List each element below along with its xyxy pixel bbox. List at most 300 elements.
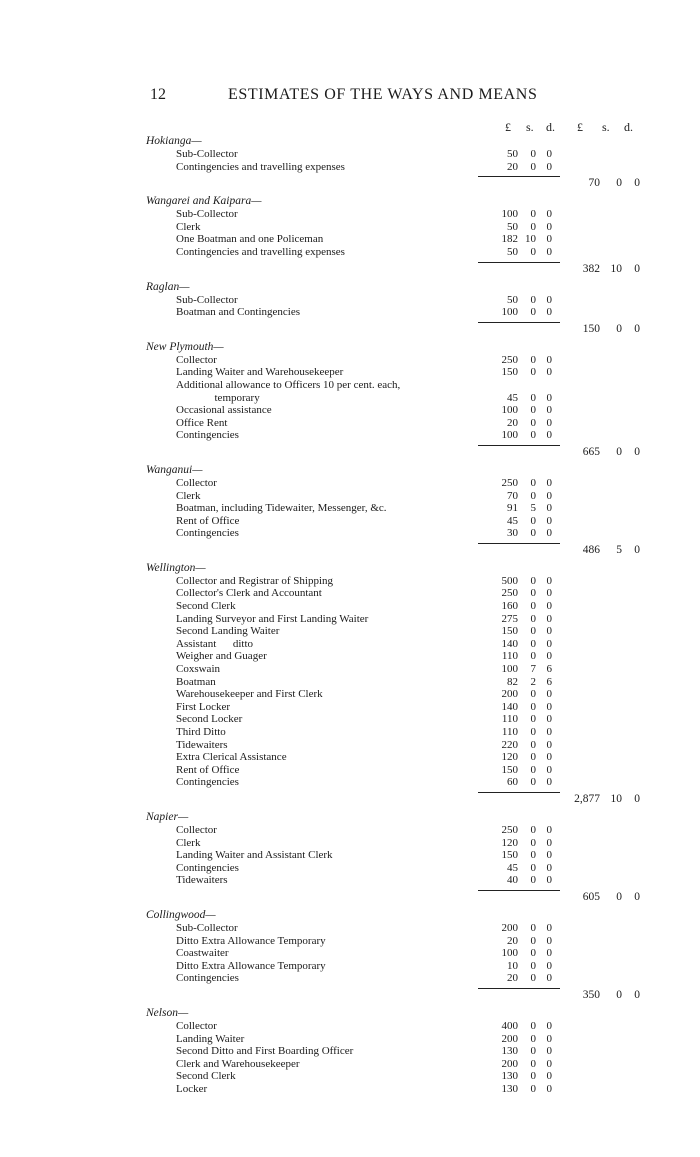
page-header [150, 86, 570, 106]
item-label: Clerk [176, 836, 201, 849]
total-pounds: 2,877 [574, 792, 600, 805]
line-item [0, 477, 700, 490]
amount-shillings: 0 [530, 861, 536, 874]
amount-pence: 0 [546, 233, 552, 246]
estimate-section [0, 195, 700, 274]
amount-pounds: 220 [501, 738, 518, 751]
line-item [0, 824, 700, 837]
amount-shillings: 0 [530, 650, 536, 663]
line-item [0, 208, 700, 221]
total-shillings: 0 [616, 890, 622, 903]
amount-shillings: 0 [530, 688, 536, 701]
item-label: Extra Clerical Assistance [176, 751, 287, 764]
amount-shillings: 0 [530, 1019, 536, 1032]
subtotal-rule [0, 259, 700, 275]
item-label: Additional allowance to Officers 10 per cent. each, [176, 378, 401, 391]
amount-shillings: 0 [530, 1032, 536, 1045]
amount-shillings: 0 [530, 700, 536, 713]
amount-shillings: 0 [530, 220, 536, 233]
amount-pounds: 250 [501, 587, 518, 600]
amount-pounds: 82 [507, 675, 518, 688]
amount-pence: 0 [546, 776, 552, 789]
amount-shillings: 0 [530, 1045, 536, 1058]
amount-shillings: 0 [530, 600, 536, 613]
item-label: Boatman, including Tidewaiter, Messenger, &c. [176, 502, 387, 515]
amount-shillings: 0 [530, 823, 536, 836]
subtotal-rule [0, 540, 700, 556]
col-head-total-pence: d. [624, 120, 633, 134]
line-item [0, 429, 700, 442]
line-item [0, 148, 700, 161]
amount-pence: 0 [546, 738, 552, 751]
amount-shillings: 0 [530, 763, 536, 776]
line-item [0, 221, 700, 234]
subtotal-rule [0, 985, 700, 1001]
item-label: Tidewaiters [176, 738, 228, 751]
amount-pounds: 250 [501, 823, 518, 836]
amount-shillings: 0 [530, 489, 536, 502]
amount-pounds: 200 [501, 1057, 518, 1070]
line-item [0, 701, 700, 714]
amount-pounds: 100 [501, 663, 518, 676]
estimate-section [0, 464, 700, 556]
amount-pounds: 45 [507, 391, 518, 404]
item-label: Coastwaiter [176, 947, 229, 960]
amount-pence: 0 [546, 574, 552, 587]
amount-shillings: 0 [530, 527, 536, 540]
col-head-pence: d. [546, 120, 555, 134]
amount-shillings: 0 [530, 208, 536, 221]
line-item [0, 947, 700, 960]
item-label: Collector and Registrar of Shipping [176, 574, 334, 587]
line-item [0, 294, 700, 307]
item-label: Sub-Collector [176, 921, 238, 934]
amount-pence: 0 [546, 306, 552, 319]
amount-shillings: 0 [530, 160, 536, 173]
total-shillings: 0 [616, 445, 622, 458]
line-item [0, 515, 700, 528]
amount-pounds: 20 [507, 416, 518, 429]
amount-pence: 0 [546, 637, 552, 650]
amount-pounds: 150 [501, 366, 518, 379]
amount-pence: 0 [546, 726, 552, 738]
amount-pounds: 400 [501, 1019, 518, 1032]
line-item [0, 713, 700, 726]
item-label: Rent of Office [176, 514, 240, 527]
item-label: Collector [176, 823, 217, 836]
amount-shillings: 7 [530, 663, 536, 676]
amount-shillings: 0 [530, 637, 536, 650]
line-item [0, 935, 700, 948]
total-pounds: 350 [582, 988, 600, 1001]
amount-pence: 0 [546, 391, 552, 404]
total-pence: 0 [634, 890, 640, 903]
item-label: Landing Waiter [176, 1032, 245, 1045]
total-pounds: 665 [582, 445, 600, 458]
total-pence: 0 [634, 322, 640, 335]
line-item [0, 246, 700, 259]
amount-shillings: 0 [530, 1082, 536, 1095]
line-item [0, 1020, 700, 1033]
total-pounds: 70 [588, 177, 600, 190]
amount-pounds: 160 [501, 600, 518, 613]
amount-pence: 0 [546, 429, 552, 442]
amount-pounds: 110 [501, 726, 518, 738]
col-head-pounds: £ [505, 120, 511, 134]
item-label: Second Landing Waiter [176, 625, 280, 638]
amount-pence: 0 [546, 527, 552, 540]
total-pence: 0 [634, 177, 640, 190]
amount-shillings: 0 [530, 148, 536, 160]
amount-pounds: 60 [507, 776, 518, 789]
amount-pounds: 275 [501, 612, 518, 625]
amount-pence: 0 [546, 1019, 552, 1032]
subtotal-rule [0, 442, 700, 458]
amount-pounds: 120 [501, 751, 518, 764]
line-item [0, 663, 700, 676]
total-shillings: 5 [616, 543, 622, 556]
amount-pounds: 150 [501, 849, 518, 862]
amount-shillings: 2 [530, 675, 536, 688]
line-item [0, 764, 700, 777]
amount-pounds: 50 [507, 148, 518, 160]
amount-pence: 0 [546, 587, 552, 600]
item-label: Contingencies [176, 527, 239, 540]
item-label: Sub-Collector [176, 208, 238, 221]
section-title: Napier— [146, 810, 189, 823]
amount-pence: 0 [546, 823, 552, 836]
amount-pounds: 140 [501, 637, 518, 650]
item-label: Contingencies [176, 776, 239, 789]
amount-pence: 0 [546, 959, 552, 972]
total-shillings: 0 [616, 988, 622, 1001]
amount-pence: 0 [546, 353, 552, 366]
amount-pounds: 130 [501, 1082, 518, 1095]
amount-pounds: 20 [507, 972, 518, 985]
amount-shillings: 0 [530, 874, 536, 887]
item-label: One Boatman and one Policeman [176, 233, 324, 246]
total-shillings: 0 [616, 177, 622, 190]
item-label: Collector [176, 1019, 217, 1032]
total-pence: 0 [634, 262, 640, 275]
line-item [0, 392, 700, 405]
section-title: Hokianga— [146, 135, 202, 147]
line-item [0, 676, 700, 689]
item-label: Office Rent [176, 416, 228, 429]
line-item [0, 960, 700, 973]
estimate-section [0, 811, 700, 903]
subtotal-rule [0, 173, 700, 190]
amount-pounds: 150 [501, 625, 518, 638]
amount-pounds: 40 [507, 874, 518, 887]
line-item [0, 739, 700, 752]
amount-pence: 0 [546, 625, 552, 638]
item-label: Tidewaiters [176, 874, 228, 887]
item-label: Landing Waiter and Warehousekeeper [176, 366, 344, 379]
amount-shillings: 0 [530, 514, 536, 527]
amount-pence: 6 [546, 663, 552, 676]
amount-shillings: 0 [530, 416, 536, 429]
section-title: Wellington— [146, 561, 206, 574]
item-label: Rent of Office [176, 763, 240, 776]
amount-shillings: 0 [530, 476, 536, 489]
item-label: Second Ditto and First Boarding Officer [176, 1045, 354, 1058]
amount-pounds: 20 [507, 160, 518, 173]
estimate-section [0, 281, 700, 335]
amount-shillings: 0 [530, 391, 536, 404]
amount-shillings: 0 [530, 776, 536, 789]
amount-shillings: 0 [530, 836, 536, 849]
amount-pounds: 120 [501, 836, 518, 849]
amount-pounds: 100 [501, 306, 518, 319]
item-label: Ditto Extra Allowance Temporary [176, 934, 326, 947]
amount-shillings: 0 [530, 625, 536, 638]
amount-pounds: 182 [501, 233, 518, 246]
item-label: Boatman [176, 675, 216, 688]
line-item [0, 751, 700, 764]
line-item [0, 1070, 700, 1083]
section-title: New Plymouth— [146, 340, 224, 353]
amount-pounds: 140 [501, 700, 518, 713]
amount-pounds: 100 [501, 208, 518, 221]
amount-pounds: 20 [507, 934, 518, 947]
amount-pounds: 500 [501, 574, 518, 587]
amount-pence: 0 [546, 947, 552, 960]
total-pence: 0 [634, 792, 640, 805]
amount-pence: 0 [546, 650, 552, 663]
amount-pence: 0 [546, 600, 552, 613]
amount-shillings: 0 [530, 959, 536, 972]
amount-pounds: 50 [507, 293, 518, 306]
amount-pence: 0 [546, 751, 552, 764]
item-label: Sub-Collector [176, 293, 238, 306]
item-label: Contingencies and travelling expenses [176, 245, 345, 258]
amount-pence: 0 [546, 416, 552, 429]
item-label: temporary [176, 391, 260, 404]
amount-pence: 0 [546, 160, 552, 173]
total-pounds: 150 [582, 322, 600, 335]
estimate-section [0, 341, 700, 458]
item-label: Locker [176, 1082, 208, 1095]
amount-shillings: 0 [530, 245, 536, 258]
item-label: Occasional assistance [176, 404, 272, 417]
amount-shillings: 0 [530, 849, 536, 862]
amount-shillings: 0 [530, 366, 536, 379]
total-pounds: 486 [582, 543, 600, 556]
amount-pounds: 91 [507, 502, 518, 515]
amount-pence: 0 [546, 713, 552, 726]
section-title: Nelson— [146, 1006, 189, 1019]
amount-shillings: 0 [530, 429, 536, 442]
line-item [0, 527, 700, 540]
line-item [0, 874, 700, 887]
item-label: Coxswain [176, 663, 220, 676]
line-item [0, 1045, 700, 1058]
amount-pounds: 250 [501, 353, 518, 366]
amount-pounds: 30 [507, 527, 518, 540]
amount-pounds: 100 [501, 947, 518, 960]
amount-pence: 0 [546, 921, 552, 934]
line-item [0, 972, 700, 985]
amount-shillings: 0 [530, 293, 536, 306]
amount-pence: 0 [546, 1032, 552, 1045]
line-item [0, 688, 700, 701]
line-item [0, 638, 700, 651]
line-item [0, 922, 700, 935]
line-item [0, 776, 700, 789]
amount-pence: 0 [546, 849, 552, 862]
amount-pounds: 45 [507, 861, 518, 874]
item-label: Collector's Clerk and Accountant [176, 587, 322, 600]
amount-shillings: 0 [530, 587, 536, 600]
amount-pounds: 250 [501, 476, 518, 489]
amount-shillings: 0 [530, 404, 536, 417]
total-pence: 0 [634, 543, 640, 556]
item-label: Assistant ditto [176, 637, 254, 650]
estimate-section [0, 562, 700, 805]
amount-pence: 0 [546, 366, 552, 379]
amount-pence: 0 [546, 220, 552, 233]
amount-pence: 0 [546, 514, 552, 527]
amount-shillings: 0 [530, 972, 536, 985]
item-label: Clerk [176, 489, 201, 502]
item-label: Boatman and Contingencies [176, 306, 301, 319]
total-shillings: 10 [610, 262, 622, 275]
line-item [0, 161, 700, 174]
amount-pence: 0 [546, 836, 552, 849]
line-item [0, 650, 700, 663]
item-label: First Locker [176, 700, 231, 713]
line-item [0, 417, 700, 430]
item-label: Third Ditto [176, 726, 226, 738]
amount-pence: 0 [546, 874, 552, 887]
amount-pounds: 200 [501, 921, 518, 934]
amount-pence: 0 [546, 489, 552, 502]
amount-shillings: 5 [530, 502, 536, 515]
line-item [0, 490, 700, 503]
line-item [0, 613, 700, 626]
amount-shillings: 0 [530, 306, 536, 319]
amount-shillings: 0 [530, 1070, 536, 1083]
amount-pounds: 50 [507, 245, 518, 258]
amount-shillings: 0 [530, 934, 536, 947]
amount-pence: 0 [546, 1070, 552, 1083]
amount-pounds: 50 [507, 220, 518, 233]
total-pounds: 382 [582, 262, 600, 275]
line-item [0, 587, 700, 600]
subtotal-rule [0, 789, 700, 805]
item-label: Clerk [176, 220, 201, 233]
amount-shillings: 0 [530, 726, 536, 738]
amount-pounds: 10 [507, 959, 518, 972]
amount-pounds: 130 [501, 1045, 518, 1058]
amount-shillings: 0 [530, 738, 536, 751]
amount-pounds: 70 [507, 489, 518, 502]
item-label: Contingencies [176, 972, 239, 985]
col-head-total-shillings: s. [602, 120, 610, 134]
line-item [0, 1033, 700, 1046]
amount-pence: 0 [546, 148, 552, 160]
item-label: Weigher and Guager [176, 650, 267, 663]
item-label: Second Clerk [176, 600, 236, 613]
item-label: Contingencies [176, 861, 239, 874]
amount-pounds: 200 [501, 1032, 518, 1045]
line-item [0, 600, 700, 613]
item-label: Collector [176, 476, 217, 489]
amount-pence: 0 [546, 1057, 552, 1070]
total-pence: 0 [634, 445, 640, 458]
total-pence: 0 [634, 988, 640, 1001]
item-label: Second Clerk [176, 1070, 236, 1083]
item-label: Collector [176, 353, 217, 366]
line-item [0, 366, 700, 379]
amount-pence: 0 [546, 476, 552, 489]
subtotal-rule [0, 887, 700, 903]
amount-pounds: 110 [501, 650, 518, 663]
line-item [0, 726, 700, 739]
amount-pence: 0 [546, 1045, 552, 1058]
estimate-section [0, 909, 700, 1001]
amount-pounds: 45 [507, 514, 518, 527]
amount-pounds: 150 [501, 763, 518, 776]
item-label: Landing Waiter and Assistant Clerk [176, 849, 333, 862]
item-label: Warehousekeeper and First Clerk [176, 688, 323, 701]
amount-shillings: 0 [530, 947, 536, 960]
line-item [0, 233, 700, 246]
item-label: Second Locker [176, 713, 243, 726]
amount-pence: 0 [546, 293, 552, 306]
amount-pounds: 100 [501, 404, 518, 417]
line-item [0, 862, 700, 875]
amount-pence: 0 [546, 245, 552, 258]
amount-shillings: 10 [525, 233, 536, 246]
estimate-section [0, 1007, 700, 1096]
amount-pence: 0 [546, 934, 552, 947]
amount-pounds: 130 [501, 1070, 518, 1083]
amount-pounds: 200 [501, 688, 518, 701]
line-item [0, 1083, 700, 1096]
amount-pence: 0 [546, 404, 552, 417]
amount-shillings: 0 [530, 574, 536, 587]
line-item [0, 502, 700, 515]
page-title: ESTIMATES OF THE WAYS AND MEANS [228, 86, 538, 103]
total-shillings: 0 [616, 322, 622, 335]
line-item [0, 1058, 700, 1071]
amount-pounds: 100 [501, 429, 518, 442]
line-item [0, 837, 700, 850]
section-title: Raglan— [146, 280, 190, 293]
col-head-total-pounds: £ [577, 120, 583, 134]
line-item [0, 849, 700, 862]
amount-pence: 0 [546, 861, 552, 874]
estimate-section [0, 135, 700, 189]
amount-pence: 0 [546, 502, 552, 515]
amount-pence: 0 [546, 763, 552, 776]
amount-pounds: 110 [501, 713, 518, 726]
amount-shillings: 0 [530, 921, 536, 934]
section-title: Collingwood— [146, 908, 216, 921]
amount-shillings: 0 [530, 353, 536, 366]
item-label: Sub-Collector [176, 148, 238, 160]
item-label: Contingencies [176, 429, 239, 442]
amount-shillings: 0 [530, 751, 536, 764]
amount-pence: 0 [546, 1082, 552, 1095]
subtotal-rule [0, 319, 700, 335]
total-pounds: 605 [582, 890, 600, 903]
amount-shillings: 0 [530, 713, 536, 726]
amount-shillings: 0 [530, 612, 536, 625]
amount-pence: 0 [546, 208, 552, 221]
